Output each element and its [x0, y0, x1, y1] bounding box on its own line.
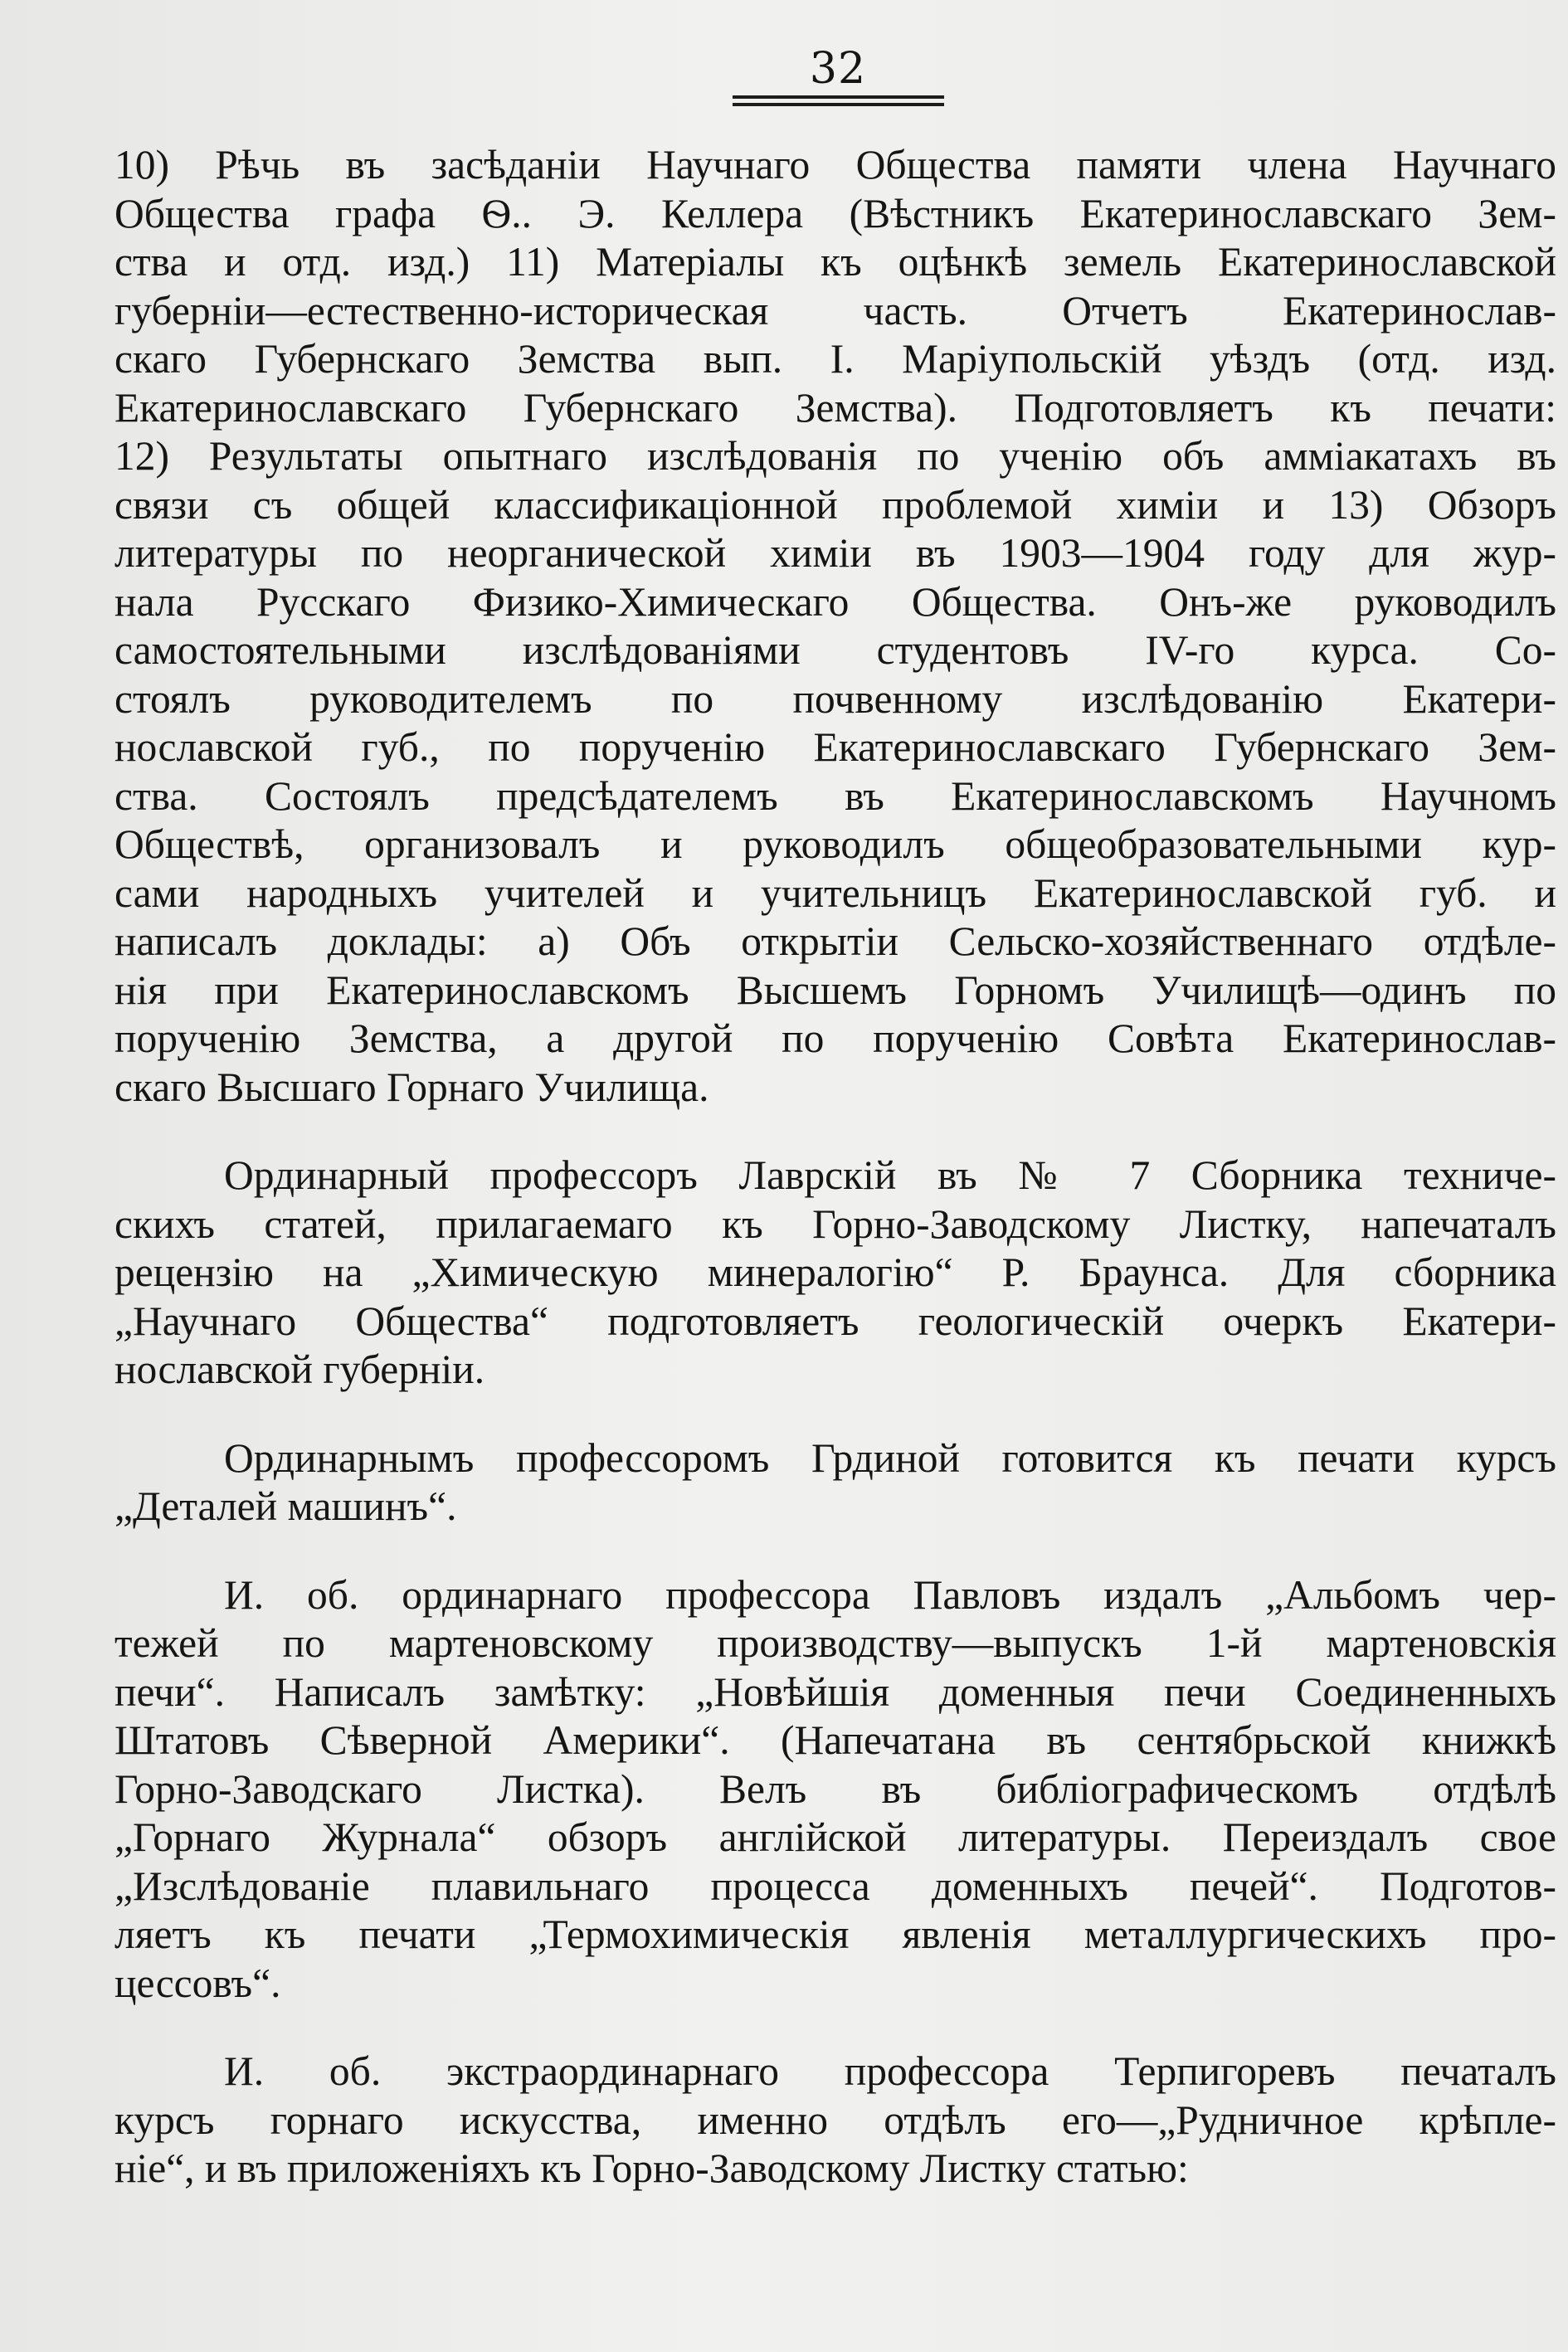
paragraph — [114, 1434, 1556, 1531]
page-number: 32 — [809, 44, 867, 94]
text-line: сами народныхъ учителей и учительницъ Екатеринославской губ. и — [114, 869, 1556, 916]
text-line: ства и отд. изд.) 11) Матеріалы къ оцѣнкѣ земель Екатеринославской — [114, 239, 1556, 285]
text-line: губерніи—естественно-историческая часть. Отчетъ Екатеринослав- — [114, 287, 1556, 334]
paragraph — [114, 1152, 1556, 1395]
text-line: „Горнаго Журнала“ обзоръ англійской литературы. Переиздалъ свое — [114, 1814, 1556, 1860]
text-line: скаго Высшаго Горнаго Училища. — [114, 1064, 709, 1110]
text-line: „Деталей машинъ“. — [114, 1483, 457, 1529]
text-line: Штатовъ Сѣверной Америки“. (Напечатана въ сентябрьской книжкѣ — [114, 1717, 1556, 1763]
text-line: стоялъ руководителемъ по почвенному изслѣдованію Екатери- — [114, 675, 1556, 722]
text-line: ства. Состоялъ предсѣдателемъ въ Екатеринославскомъ Научномъ — [114, 772, 1556, 819]
text-line: самостоятельными изслѣдованіями студентовъ IV-го курса. Со- — [114, 627, 1556, 673]
text-line: Ординарный профессоръ Лаврскій въ № 7 Сборника техниче- — [224, 1152, 1556, 1198]
text-line: Екатеринославскаго Губернскаго Земства). Подготовляетъ къ печати: — [114, 384, 1556, 431]
text-line: 12) Результаты опытнаго изслѣдованія по ученію объ аммiакатахъ въ — [114, 433, 1556, 479]
text-line: И. об. ординарнаго профессора Павловъ издалъ „Альбомъ чер- — [224, 1571, 1556, 1618]
text-line: скаго Губернскаго Земства вып. I. Маріупольскій уѣздъ (отд. изд. — [114, 336, 1556, 382]
text-line: Ординарнымъ профессоромъ Грдиной готовится къ печати курсъ — [224, 1434, 1556, 1481]
text-line: „Изслѣдованіе плавильнаго процесса доменныхъ печей“. Подготов- — [114, 1863, 1556, 1909]
text-line: курсъ горнаго искусства, именно отдѣлъ его—„Рудничное крѣпле- — [114, 2096, 1556, 2143]
text-line: ніе“, и въ приложеніяхъ къ Горно-Заводскому Листку статью: — [114, 2145, 1189, 2191]
text-line: И. об. экстраординарнаго профессора Терпигоревъ печаталъ — [224, 2048, 1556, 2094]
text-line: Общества графа Ѳ.. Э. Келлера (Вѣстникъ Екатеринославскаго Зем- — [114, 190, 1556, 236]
text-line: Горно-Заводскаго Листка). Велъ въ библіографическомъ отдѣлѣ — [114, 1765, 1556, 1812]
paragraph — [114, 141, 1556, 1112]
paragraph — [114, 1571, 1556, 2009]
text-line: скихъ статей, прилагаемаго къ Горно-Заводскому Листку, напечаталъ — [114, 1200, 1556, 1247]
page-number-rule — [733, 95, 944, 99]
page-number-rule-second — [733, 103, 944, 106]
text-line: написалъ доклады: а) Объ открытіи Сельско-хозяйственнаго отдѣле- — [114, 918, 1556, 964]
text-line: связи съ общей классификаціонной проблемой химіи и 13) Обзоръ — [114, 481, 1556, 528]
text-line: „Научнаго Общества“ подготовляетъ геологическій очеркъ Екатери- — [114, 1298, 1556, 1344]
text-line: 10) Рѣчь въ засѣданіи Научнаго Общества памяти члена Научнаго — [114, 142, 1556, 187]
text-line: цессовъ“. — [114, 1960, 281, 2006]
paragraph — [114, 2048, 1556, 2194]
text-line: печи“. Написалъ замѣтку: „Новѣйшія доменныя печи Соединенныхъ — [114, 1668, 1556, 1715]
text-line: тежей по мартеновскому производству—выпускъ 1-й мартеновскія — [114, 1620, 1556, 1666]
text-line: порученію Земства, а другой по порученію Совѣта Екатеринослав- — [114, 1015, 1556, 1061]
text-line: нославской губ., по порученію Екатеринославскаго Губернскаго Зем- — [114, 724, 1556, 770]
text-line: Обществѣ, организовалъ и руководилъ общеобразовательными кур- — [114, 821, 1556, 867]
text-line: нала Русскаго Физико-Химическаго Общества. Онъ-же руководилъ — [114, 578, 1556, 625]
text-line: ляетъ къ печати „Термохимическія явленія металлургическихъ про- — [114, 1911, 1556, 1957]
text-line: рецензію на „Химическую минералогію“ Р. Браунса. Для сборника — [114, 1249, 1556, 1295]
text-line: литературы по неорганической химіи въ 1903—1904 году для жур- — [114, 530, 1556, 576]
text-line: нія при Екатеринославскомъ Высшемъ Горномъ Училищѣ—одинъ по — [114, 967, 1556, 1013]
document-body — [114, 141, 1556, 2194]
text-line: нославской губерніи. — [114, 1346, 485, 1392]
page-header — [730, 46, 946, 106]
